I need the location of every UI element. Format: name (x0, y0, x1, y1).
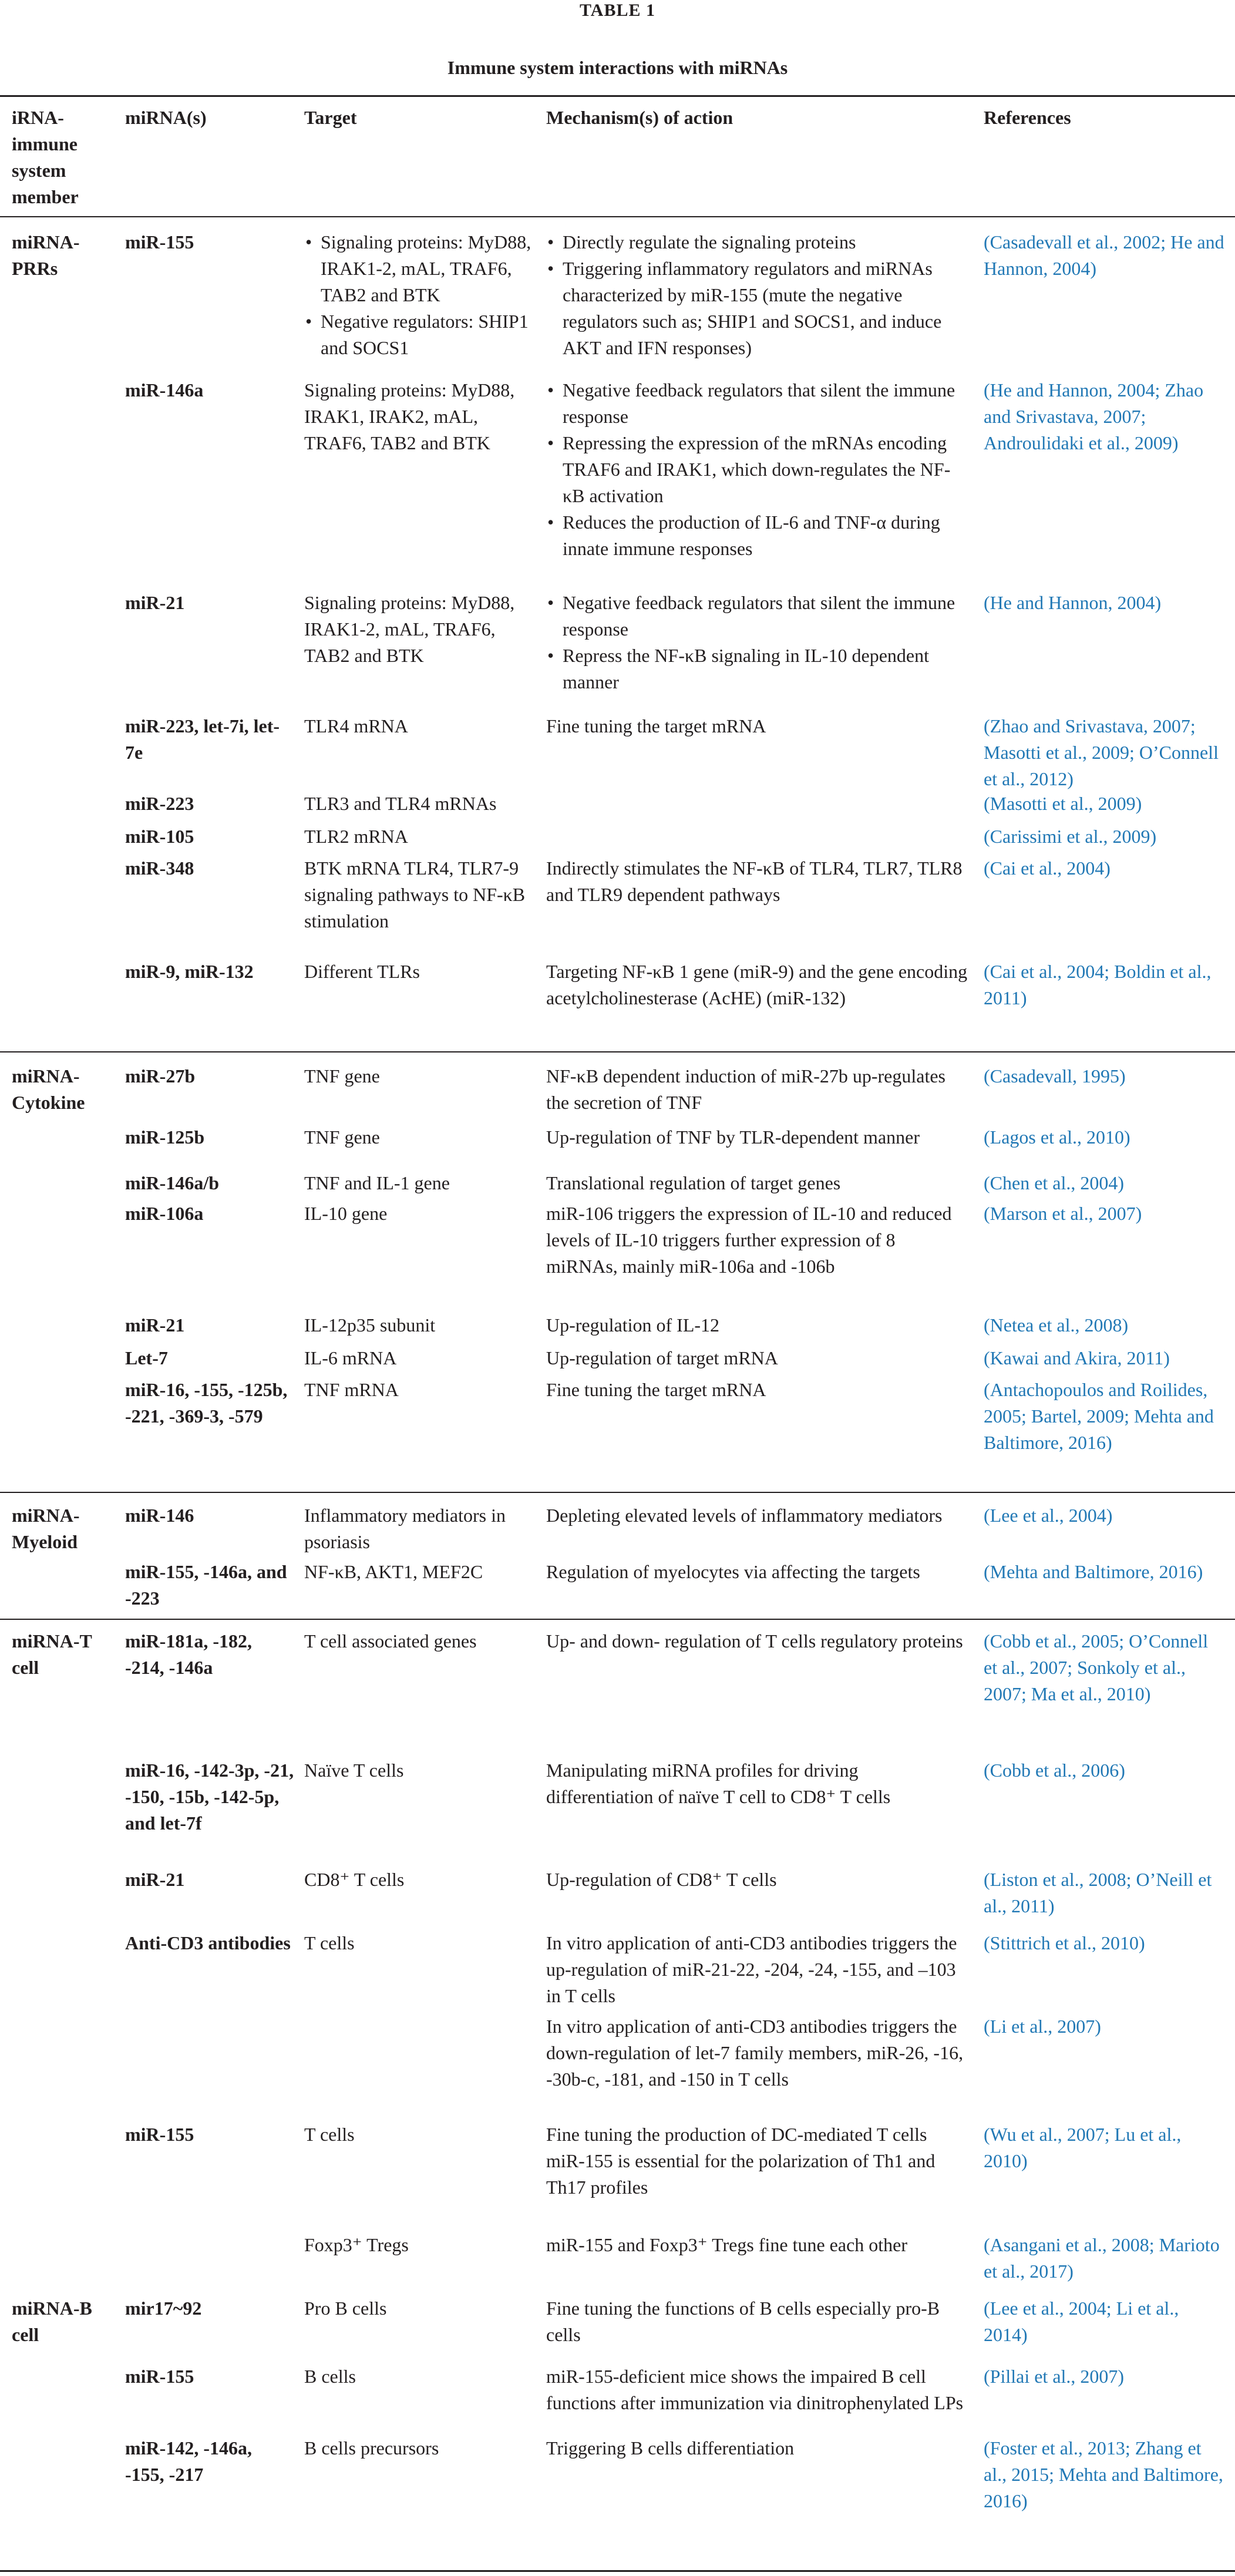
cell-mirna: miR-146 (125, 1505, 194, 1526)
cell-member: miRNA-T cell (12, 1630, 92, 1678)
cell-member: miRNA-PRRs (12, 231, 80, 279)
cell-target: TLR2 mRNA (304, 826, 408, 847)
cell-mechanism (546, 229, 969, 361)
cell-references: (Mehta and Baltimore, 2016) (984, 1561, 1203, 1582)
cell-target: B cells (304, 2366, 356, 2387)
cell-mirna: miR-21 (125, 1314, 185, 1336)
cell-target: Different TLRs (304, 961, 420, 982)
header-mirna: miRNA(s) (125, 107, 207, 128)
cell-target: T cells (304, 1932, 355, 1953)
mechanism-bullet-item: • Repress the NF-κB signaling in IL-10 dependent manner (546, 643, 969, 695)
cell-mirna: miR-21 (125, 592, 185, 613)
cell-references: (Lee et al., 2004) (984, 1505, 1113, 1526)
cell-mechanism: Triggering B cells differentiation (546, 2437, 795, 2459)
group-rule (0, 1051, 1235, 1052)
cell-target (304, 229, 533, 361)
cell-references: (Lagos et al., 2010) (984, 1126, 1130, 1148)
cell-mechanism: In vitro application of anti-CD3 antibodies triggers the down-regulation of let-7 family members, miR-26, -16, -30b-c, -181, and -150 in T cells (546, 2016, 964, 2090)
mechanism-bullet-item: • Reduces the production of IL-6 and TNF-α during innate immune responses (546, 509, 969, 562)
cell-member: miRNA-B cell (12, 2298, 92, 2345)
cell-member: miRNA-Myeloid (12, 1505, 80, 1552)
cell-target: TNF and IL-1 gene (304, 1172, 450, 1193)
header-mechanism: Mechanism(s) of action (546, 107, 733, 128)
cell-references: (Antachopoulos and Roilides, 2005; Bartel, 2009; Mehta and Baltimore, 2016) (984, 1379, 1214, 1453)
cell-mirna: miR-223, let-7i, let-7e (125, 715, 280, 763)
cell-mechanism: Translational regulation of target genes (546, 1172, 841, 1193)
cell-mirna: miR-16, -155, -125b, -221, -369-3, -579 (125, 1379, 288, 1427)
cell-target: TNF gene (304, 1126, 380, 1148)
cell-references: (Asangani et al., 2008; Marioto et al., 2017) (984, 2234, 1220, 2282)
cell-mirna: miR-223 (125, 793, 194, 814)
cell-references: (Wu et al., 2007; Lu et al., 2010) (984, 2124, 1182, 2171)
cell-references: (Cai et al., 2004; Boldin et al., 2011) (984, 961, 1212, 1008)
cell-mechanism: miR-155-deficient mice shows the impaired B cell functions after immunization via dinitrophenylated LPs (546, 2366, 964, 2413)
header-member: iRNA-immune system member (12, 107, 79, 207)
cell-mirna: miR-155 (125, 2124, 194, 2145)
cell-mechanism (546, 377, 969, 562)
cell-target: Foxp3⁺ Tregs (304, 2234, 409, 2255)
cell-mirna: miR-348 (125, 857, 194, 879)
header-references: References (984, 107, 1071, 128)
mechanism-bullet-item: • Repressing the expression of the mRNAs encoding TRAF6 and IRAK1, which down-regulates the NF-κB activation (546, 430, 969, 509)
cell-references: (Casadevall et al., 2002; He and Hannon, 2004) (984, 231, 1224, 279)
cell-target: NF-κB, AKT1, MEF2C (304, 1561, 483, 1582)
cell-references: (Cai et al., 2004) (984, 857, 1111, 879)
cell-target: B cells precursors (304, 2437, 439, 2459)
target-bullet-item: • Signaling proteins: MyD88, IRAK1-2, mAL, TRAF6, TAB2 and BTK (304, 229, 533, 308)
cell-mechanism: Regulation of myelocytes via affecting the targets (546, 1561, 920, 1582)
cell-mechanism: miR-106 triggers the expression of IL-10 and reduced levels of IL-10 triggers further expression of 8 miRNAs, mainly miR-106a and -106b (546, 1203, 952, 1277)
cell-mechanism: Up- and down- regulation of T cells regulatory proteins (546, 1630, 963, 1652)
cell-target: TNF gene (304, 1065, 380, 1087)
cell-mechanism: Fine tuning the functions of B cells especially pro-B cells (546, 2298, 940, 2345)
cell-mirna: mir17~92 (125, 2298, 202, 2319)
cell-target: IL-6 mRNA (304, 1347, 397, 1368)
mechanism-bullets (546, 229, 969, 361)
cell-references: (Chen et al., 2004) (984, 1172, 1125, 1193)
cell-references: (Zhao and Srivastava, 2007; Masotti et al., 2009; O’Connell et al., 2012) (984, 715, 1219, 789)
cell-references: (Kawai and Akira, 2011) (984, 1347, 1170, 1368)
cell-references: (Netea et al., 2008) (984, 1314, 1129, 1336)
cell-mirna: miR-146a/b (125, 1172, 219, 1193)
cell-mechanism: In vitro application of anti-CD3 antibodies triggers the up-regulation of miR-21-22, -204, -24, -155, and –103 in T cells (546, 1932, 957, 2006)
cell-mirna: miR-142, -146a, -155, -217 (125, 2437, 252, 2485)
cell-mirna: miR-155 (125, 231, 194, 253)
cell-mirna: miR-155 (125, 2366, 194, 2387)
cell-mechanism: Depleting elevated levels of inflammatory mediators (546, 1505, 943, 1526)
cell-mirna: miR-125b (125, 1126, 205, 1148)
cell-target: TLR4 mRNA (304, 715, 408, 737)
cell-mechanism: Fine tuning the target mRNA (546, 715, 766, 737)
cell-mechanism: Indirectly stimulates the NF-κB of TLR4, TLR7, TLR8 and TLR9 dependent pathways (546, 857, 963, 905)
mechanism-bullet-item: • Triggering inflammatory regulators and miRNAs characterized by miR-155 (mute the negative regulators such as; SHIP1 and SOCS1, and induce AKT and IFN responses) (546, 255, 969, 361)
cell-member: miRNA-Cytokine (12, 1065, 85, 1113)
cell-mechanism: NF-κB dependent induction of miR-27b up-regulates the secretion of TNF (546, 1065, 945, 1113)
cell-references: (Li et al., 2007) (984, 2016, 1101, 2037)
cell-references: (Masotti et al., 2009) (984, 793, 1142, 814)
cell-mechanism: Fine tuning the production of DC-mediated T cells miR-155 is essential for the polarization of Th1 and Th17 profiles (546, 2124, 935, 2198)
cell-mirna: miR-105 (125, 826, 194, 847)
group-rule (0, 1619, 1235, 1620)
cell-references: (Lee et al., 2004; Li et al., 2014) (984, 2298, 1179, 2345)
cell-target: IL-10 gene (304, 1203, 388, 1224)
cell-mechanism: Fine tuning the target mRNA (546, 1379, 766, 1400)
mechanism-bullet-item: • Negative feedback regulators that silent the immune response (546, 590, 969, 643)
cell-mirna: miR-155, -146a, and -223 (125, 1561, 287, 1609)
cell-mechanism: Targeting NF-κB 1 gene (miR-9) and the gene encoding acetylcholinesterase (AcHE) (miR-132) (546, 961, 968, 1008)
cell-references: (Pillai et al., 2007) (984, 2366, 1125, 2387)
table-label: TABLE 1 (580, 1, 655, 20)
cell-target: BTK mRNA TLR4, TLR7-9 signaling pathways to NF-κB stimulation (304, 857, 526, 931)
cell-target: T cells (304, 2124, 355, 2145)
cell-target: CD8⁺ T cells (304, 1869, 405, 1890)
cell-mirna: Anti-CD3 antibodies (125, 1932, 291, 1953)
cell-mechanism (546, 590, 969, 695)
cell-references: (Casadevall, 1995) (984, 1065, 1126, 1087)
cell-mechanism: Up-regulation of IL-12 (546, 1314, 720, 1336)
cell-references: (Carissimi et al., 2009) (984, 826, 1157, 847)
mechanism-bullets (546, 377, 969, 562)
cell-references: (Cobb et al., 2005; O’Connell et al., 2007; Sonkoly et al., 2007; Ma et al., 2010) (984, 1630, 1209, 1704)
cell-target: Pro B cells (304, 2298, 387, 2319)
cell-target: Signaling proteins: MyD88, IRAK1, IRAK2, mAL, TRAF6, TAB2 and BTK (304, 379, 515, 453)
cell-target: T cell associated genes (304, 1630, 477, 1652)
mechanism-bullet-item: • Negative feedback regulators that silent the immune response (546, 377, 969, 430)
cell-mirna: miR-16, -142-3p, -21, -150, -15b, -142-5p, and let-7f (125, 1760, 294, 1834)
cell-references: (He and Hannon, 2004) (984, 592, 1162, 613)
cell-references: (Stittrich et al., 2010) (984, 1932, 1145, 1953)
table-caption: Immune system interactions with miRNAs (447, 57, 788, 78)
cell-mirna: miR-9, miR-132 (125, 961, 254, 982)
header-target: Target (304, 107, 357, 128)
cell-target: TNF mRNA (304, 1379, 399, 1400)
cell-references: (Foster et al., 2013; Zhang et al., 2015; Mehta and Baltimore, 2016) (984, 2437, 1223, 2511)
table-bottom-rule (0, 2570, 1235, 2572)
cell-mechanism: Manipulating miRNA profiles for driving differentiation of naïve T cell to CD8⁺ T cells (546, 1760, 891, 1807)
cell-mechanism: miR-155 and Foxp3⁺ Tregs fine tune each other (546, 2234, 908, 2255)
cell-target: IL-12p35 subunit (304, 1314, 436, 1336)
mechanism-bullets (546, 590, 969, 695)
cell-target: TLR3 and TLR4 mRNAs (304, 793, 497, 814)
target-bullet-item: • Negative regulators: SHIP1 and SOCS1 (304, 308, 533, 361)
cell-target: Signaling proteins: MyD88, IRAK1-2, mAL, TRAF6, TAB2 and BTK (304, 592, 515, 666)
cell-references: (Marson et al., 2007) (984, 1203, 1142, 1224)
mechanism-bullet-item: • Directly regulate the signaling proteins (546, 229, 969, 255)
cell-references: (He and Hannon, 2004; Zhao and Srivastava, 2007; Androulidaki et al., 2009) (984, 379, 1204, 453)
cell-mechanism: Up-regulation of TNF by TLR-dependent manner (546, 1126, 920, 1148)
cell-mechanism: Up-regulation of CD8⁺ T cells (546, 1869, 777, 1890)
target-bullets (304, 229, 533, 361)
cell-mirna: miR-106a (125, 1203, 204, 1224)
cell-mirna: miR-146a (125, 379, 204, 401)
group-rule (0, 1492, 1235, 1493)
cell-mechanism: Up-regulation of target mRNA (546, 1347, 778, 1368)
cell-target: Naïve T cells (304, 1760, 404, 1781)
cell-references: (Cobb et al., 2006) (984, 1760, 1125, 1781)
cell-mirna: miR-181a, -182, -214, -146a (125, 1630, 252, 1678)
cell-mirna: miR-27b (125, 1065, 196, 1087)
cell-references: (Liston et al., 2008; O’Neill et al., 2011) (984, 1869, 1212, 1916)
cell-mirna: miR-21 (125, 1869, 185, 1890)
cell-target: Inflammatory mediators in psoriasis (304, 1505, 506, 1552)
cell-mirna: Let-7 (125, 1347, 168, 1368)
